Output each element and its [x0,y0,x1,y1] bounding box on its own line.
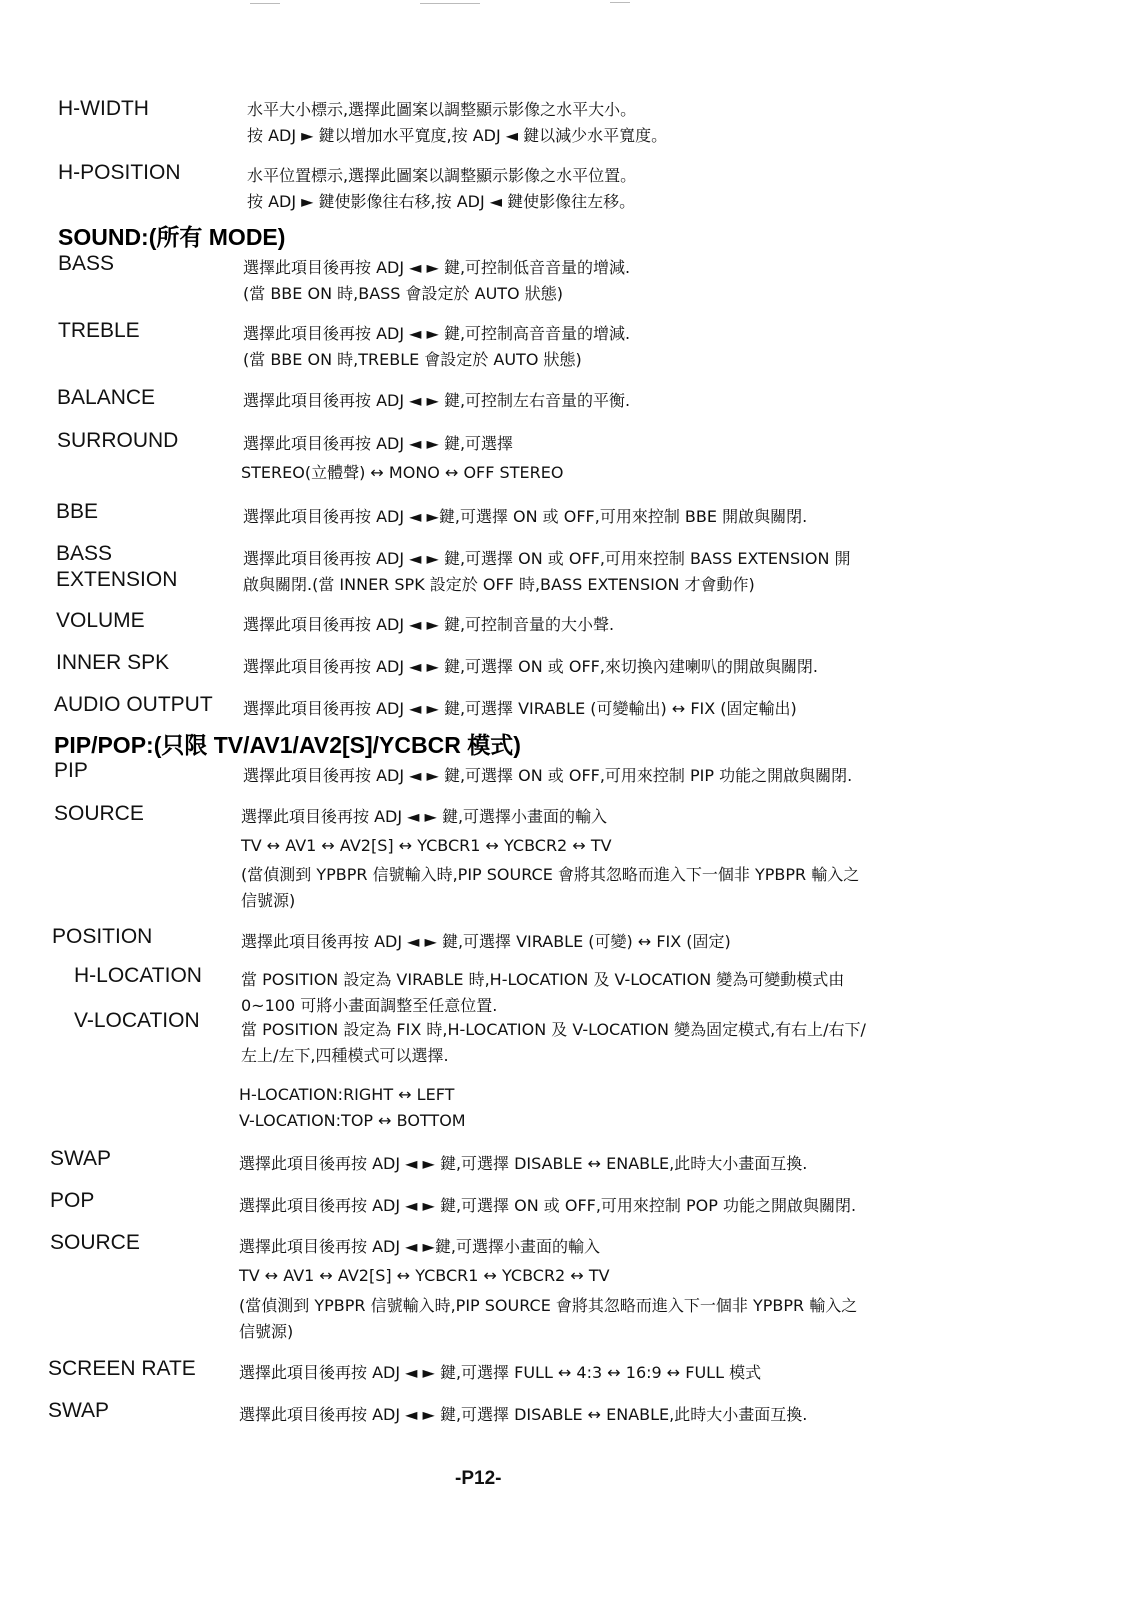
desc-h-width-2: 按 ADJ ► 鍵以增加水平寬度,按 ADJ ◄ 鍵以減少水平寬度。 [247,126,668,145]
desc-bass-2: (當 BBE ON 時,BASS 會設定於 AUTO 狀態) [243,284,563,303]
desc-bass-extension-2: 啟與關閉.(當 INNER SPK 設定於 OFF 時,BASS EXTENSION 才會動作) [243,575,755,594]
desc-source-1: 選擇此項目後再按 ADJ ◄ ► 鍵,可選擇小畫面的輸入 [241,807,608,826]
desc-v-location-4: H-LOCATION:RIGHT ↔ LEFT [239,1085,455,1104]
desc-v-location-5: V-LOCATION:TOP ↔ BOTTOM [239,1111,466,1130]
desc-v-location-1: 當 POSITION 設定為 FIX 時,H-LOCATION 及 V-LOCATION 變為固定模式,有右上/右下/ [241,1020,866,1039]
term-pop: POP [50,1189,95,1212]
desc-h-width-1: 水平大小標示,選擇此圖案以調整顯示影像之水平大小。 [247,100,637,119]
term-surround: SURROUND [57,429,179,452]
desc-h-position-2: 按 ADJ ► 鍵使影像往右移,按 ADJ ◄ 鍵使影像往左移。 [247,192,636,211]
term-source-pop: SOURCE [50,1231,140,1254]
desc-bbe-1: 選擇此項目後再按 ADJ ◄ ►鍵,可選擇 ON 或 OFF,可用來控制 BBE 開啟與關閉. [243,507,808,526]
desc-balance-1: 選擇此項目後再按 ADJ ◄ ► 鍵,可控制左右音量的平衡. [243,391,631,410]
scan-speck [610,2,630,3]
desc-bass-extension-1: 選擇此項目後再按 ADJ ◄ ► 鍵,可選擇 ON 或 OFF,可用來控制 BASS EXTENSION 開 [243,549,851,568]
page-number: -P12- [455,1468,502,1489]
term-bass-extension-2: EXTENSION [56,568,178,591]
desc-swap-pop-1: 選擇此項目後再按 ADJ ◄ ► 鍵,可選擇 DISABLE ↔ ENABLE,此時大小畫面互換. [239,1405,808,1424]
desc-treble-1: 選擇此項目後再按 ADJ ◄ ► 鍵,可控制高音音量的增減. [243,324,631,343]
term-position: POSITION [52,925,153,948]
desc-screen-rate-1: 選擇此項目後再按 ADJ ◄ ► 鍵,可選擇 FULL ↔ 4:3 ↔ 16:9 ↔ FULL 模式 [239,1363,762,1382]
term-bbe: BBE [56,500,99,523]
term-h-width: H-WIDTH [58,97,149,120]
desc-source-pop-1: 選擇此項目後再按 ADJ ◄ ►鍵,可選擇小畫面的輸入 [239,1237,600,1256]
desc-surround-2: STEREO(立體聲) ↔ MONO ↔ OFF STEREO [241,463,564,482]
term-bass-extension-1: BASS [56,542,113,565]
term-inner-spk: INNER SPK [56,651,170,674]
desc-surround-1: 選擇此項目後再按 ADJ ◄ ► 鍵,可選擇 [243,434,514,453]
desc-pop-1: 選擇此項目後再按 ADJ ◄ ► 鍵,可選擇 ON 或 OFF,可用來控制 POP 功能之開啟與關閉. [239,1196,857,1215]
desc-source-3: (當偵測到 YPBPR 信號輸入時,PIP SOURCE 會將其忽略而進入下一個非 YPBPR 輸入之 [241,865,860,884]
term-swap-pop: SWAP [48,1399,110,1422]
desc-source-pop-3: (當偵測到 YPBPR 信號輸入時,PIP SOURCE 會將其忽略而進入下一個非 YPBPR 輸入之 [239,1296,858,1315]
desc-position-1: 選擇此項目後再按 ADJ ◄ ► 鍵,可選擇 VIRABLE (可變) ↔ FIX (固定) [241,932,731,951]
desc-source-pop-2: TV ↔ AV1 ↔ AV2[S] ↔ YCBCR1 ↔ YCBCR2 ↔ TV [239,1266,610,1285]
desc-inner-spk-1: 選擇此項目後再按 ADJ ◄ ► 鍵,可選擇 ON 或 OFF,來切換內建喇叭的開啟與關閉. [243,657,819,676]
term-audio-output: AUDIO OUTPUT [54,693,213,716]
section-heading-pip-pop: PIP/POP:(只限 TV/AV1/AV2[S]/YCBCR 模式) [54,732,521,758]
term-screen-rate: SCREEN RATE [48,1357,196,1380]
scan-speck [420,3,480,4]
term-balance: BALANCE [57,386,156,409]
desc-source-pop-4: 信號源) [239,1322,294,1341]
term-swap: SWAP [50,1147,112,1170]
desc-swap-1: 選擇此項目後再按 ADJ ◄ ► 鍵,可選擇 DISABLE ↔ ENABLE,此時大小畫面互換. [239,1154,808,1173]
term-source: SOURCE [54,802,144,825]
term-v-location: V-LOCATION [74,1009,200,1032]
desc-h-location-2: 0~100 可將小畫面調整至任意位置. [241,996,498,1015]
desc-source-2: TV ↔ AV1 ↔ AV2[S] ↔ YCBCR1 ↔ YCBCR2 ↔ TV [241,836,612,855]
desc-volume-1: 選擇此項目後再按 ADJ ◄ ► 鍵,可控制音量的大小聲. [243,615,615,634]
term-bass: BASS [58,252,115,275]
term-h-position: H-POSITION [58,161,181,184]
desc-pip-1: 選擇此項目後再按 ADJ ◄ ► 鍵,可選擇 ON 或 OFF,可用來控制 PIP 功能之開啟與關閉. [243,766,853,785]
desc-bass-1: 選擇此項目後再按 ADJ ◄ ► 鍵,可控制低音音量的增減. [243,258,631,277]
term-volume: VOLUME [56,609,145,632]
desc-h-position-1: 水平位置標示,選擇此圖案以調整顯示影像之水平位置。 [247,166,637,185]
desc-audio-output-1: 選擇此項目後再按 ADJ ◄ ► 鍵,可選擇 VIRABLE (可變輸出) ↔ FIX (固定輸出) [243,699,797,718]
desc-treble-2: (當 BBE ON 時,TREBLE 會設定於 AUTO 狀態) [243,350,582,369]
section-heading-sound: SOUND:(所有 MODE) [58,224,286,250]
term-h-location: H-LOCATION [74,964,202,987]
desc-v-location-2: 左上/左下,四種模式可以選擇. [241,1046,449,1065]
term-treble: TREBLE [58,319,140,342]
desc-source-4: 信號源) [241,891,296,910]
desc-h-location-1: 當 POSITION 設定為 VIRABLE 時,H-LOCATION 及 V-LOCATION 變為可變動模式由 [241,970,845,989]
scan-speck [250,3,280,4]
term-pip: PIP [54,759,88,782]
